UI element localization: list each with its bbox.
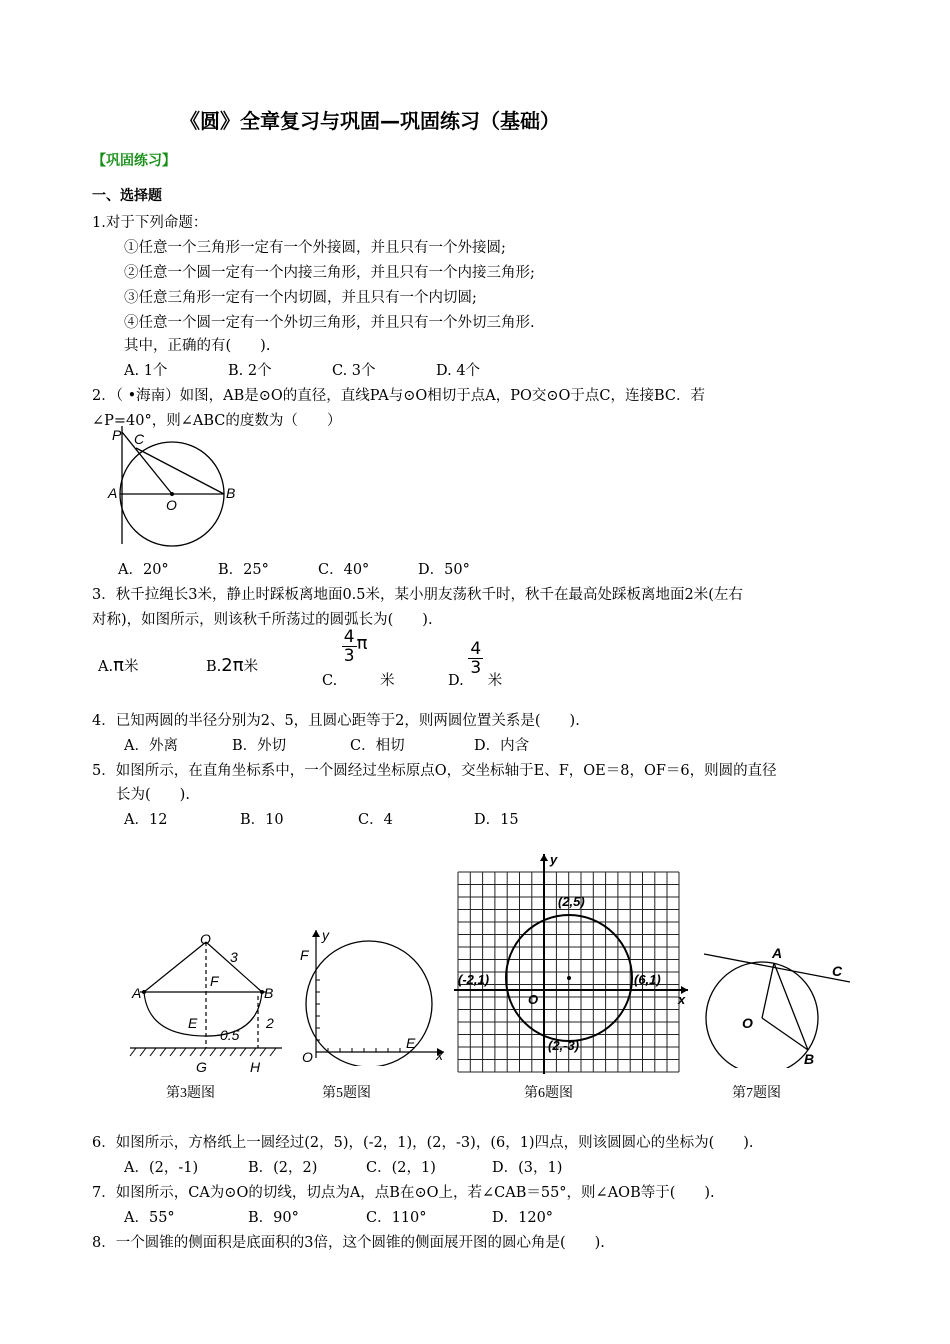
fig6-label-p4: (2,-3) — [548, 1038, 580, 1053]
fig3-label-3: 3 — [230, 949, 238, 965]
q1-item: ①任意一个三角形一定有一个外接圆，并且只有一个外接圆; — [124, 240, 506, 256]
fig6-label-y: y — [550, 852, 558, 867]
fig7-label-b: B — [804, 1051, 815, 1067]
q1-option-a: A. 1个 — [124, 363, 168, 379]
q7-option-a: A．55° — [124, 1210, 175, 1226]
q7-option-c: C．110° — [366, 1210, 427, 1226]
q7-stem: 7．如图所示，CA为⊙O的切线，切点为A，点B在⊙O上，若∠CAB＝55°，则∠AOB等于( ). — [92, 1185, 715, 1201]
fig3-label-h: H — [250, 1059, 261, 1075]
q3-option-b: B.2π米 — [206, 655, 259, 676]
fig5-label-o: O — [302, 1049, 313, 1065]
fig5-circle — [296, 926, 448, 1066]
q2-option-b: B．25° — [218, 562, 269, 578]
fig2-label-p: P — [112, 427, 122, 443]
q4-option-c: C．相切 — [350, 738, 405, 754]
fig2-label-c: C — [134, 431, 145, 447]
fig6-label-x: x — [678, 992, 686, 1007]
q3-option-c: C. $\frac{4}{3}$ π 米 — [322, 627, 395, 689]
q1-ask: 其中，正确的有( ). — [124, 338, 271, 354]
q6-option-b: B．(2，2) — [248, 1160, 318, 1176]
q3-line2: 对称)，如图所示，则该秋千所荡过的圆弧长为( ). — [92, 612, 433, 628]
q5-option-a: A．12 — [124, 812, 168, 828]
q5-line2: 长为( ). — [116, 787, 190, 803]
q1-item: ③任意三角形一定有一个内切圆，并且只有一个内切圆; — [124, 290, 477, 306]
fig5-label-y: y — [322, 927, 329, 943]
fig3-label-05: 0.5 — [220, 1027, 240, 1043]
fig3-label-g: G — [196, 1059, 207, 1075]
q4-option-b: B．外切 — [232, 738, 287, 754]
fig3-label-e: E — [188, 1015, 198, 1031]
q3-line1: 3．秋千拉绳长3米，静止时踩板离地面0.5米，某小朋友荡秋千时，秋千在最高处踩板离地面2米(左右 — [92, 587, 743, 603]
q4-option-a: A．外离 — [124, 738, 178, 754]
q2-option-a: A．20° — [118, 562, 169, 578]
q1-option-d: D. 4个 — [436, 363, 481, 379]
q7-option-b: B．90° — [248, 1210, 299, 1226]
q5-option-c: C．4 — [358, 812, 393, 828]
fig2-label-o: O — [166, 497, 177, 513]
q1-item: ④任意一个圆一定有一个外切三角形，并且只有一个外切三角形. — [124, 315, 535, 331]
q2-figure — [100, 424, 250, 549]
fig5-label-f: F — [300, 947, 309, 963]
q5-line1: 5．如图所示，在直角坐标系中，一个圆经过坐标原点O，交坐标轴于E、F，OE＝8，OF＝6，则圆的直径 — [92, 763, 777, 779]
q3-option-d: D. $\frac{4}{3}$ 米 — [448, 639, 503, 689]
part-heading: 一、选择题 — [92, 188, 162, 204]
section-label: 【巩固练习】 — [92, 153, 176, 169]
q6-stem: 6．如图所示，方格纸上一圆经过(2，5)，(-2，1)，(2，-3)，(6，1)四点，则该圆圆心的坐标为( ). — [92, 1135, 754, 1151]
page-title: 《圆》全章复习与巩固—巩固练习（基础） — [180, 109, 560, 133]
q6-option-d: D．(3，1) — [492, 1160, 563, 1176]
fig7-caption: 第7题图 — [732, 1086, 781, 1101]
fig3-label-a: A — [132, 985, 142, 1001]
q7-option-d: D．120° — [492, 1210, 554, 1226]
q1-option-b: B. 2个 — [228, 363, 272, 379]
fig3-label-b: B — [264, 985, 274, 1001]
q5-option-b: B．10 — [240, 812, 284, 828]
q2-option-c: C．40° — [318, 562, 370, 578]
q3-option-a: A.π米 — [98, 655, 139, 676]
fig3-label-f: F — [210, 973, 219, 989]
fig7-label-c: C — [832, 963, 843, 979]
fig5-caption: 第5题图 — [322, 1086, 371, 1101]
fig6-caption: 第6题图 — [524, 1086, 573, 1101]
q6-option-a: A．(2，-1) — [124, 1160, 199, 1176]
q1-item: ②任意一个圆一定有一个内接三角形，并且只有一个内接三角形; — [124, 265, 535, 281]
fig7-circle — [700, 938, 860, 1068]
fig6-label-p1: (2,5) — [558, 894, 585, 909]
q5-option-d: D．15 — [474, 812, 519, 828]
fig6-label-p2: (-2,1) — [458, 972, 490, 987]
fig2-label-a: A — [108, 485, 118, 501]
fig5-label-x: x — [436, 1047, 443, 1063]
q2-line2: ∠P=40°，则∠ABC的度数为（ ） — [92, 413, 342, 429]
q2-option-d: D．50° — [418, 562, 470, 578]
fig2-label-b: B — [226, 485, 236, 501]
q4-option-d: D．内含 — [474, 738, 530, 754]
q4-stem: 4．已知两圆的半径分别为2、5，且圆心距等于2，则两圆位置关系是( ). — [92, 713, 580, 729]
fig7-label-o: O — [742, 1015, 753, 1031]
fig6-grid — [452, 850, 692, 1076]
q2-line1: 2．（ •海南）如图，AB是⊙O的直径，直线PA与⊙O相切于点A，PO交⊙O于点C，连接BC．若 — [92, 388, 705, 404]
q1-option-c: C. 3个 — [332, 363, 376, 379]
fig3-swing — [126, 928, 286, 1078]
fig3-label-o: O — [200, 931, 211, 947]
fig5-label-e: E — [406, 1035, 416, 1051]
fig6-label-o: O — [528, 992, 539, 1007]
fig7-label-a: A — [772, 945, 783, 961]
fig6-label-p3: (6,1) — [634, 972, 661, 987]
q8-stem: 8．一个圆锥的侧面积是底面积的3倍，这个圆锥的侧面展开图的圆心角是( ). — [92, 1235, 605, 1251]
fig3-caption: 第3题图 — [166, 1086, 215, 1101]
fig3-label-2: 2 — [266, 1015, 274, 1031]
q1-stem: 1.对于下列命题： — [92, 215, 208, 231]
q6-option-c: C．(2，1) — [366, 1160, 436, 1176]
